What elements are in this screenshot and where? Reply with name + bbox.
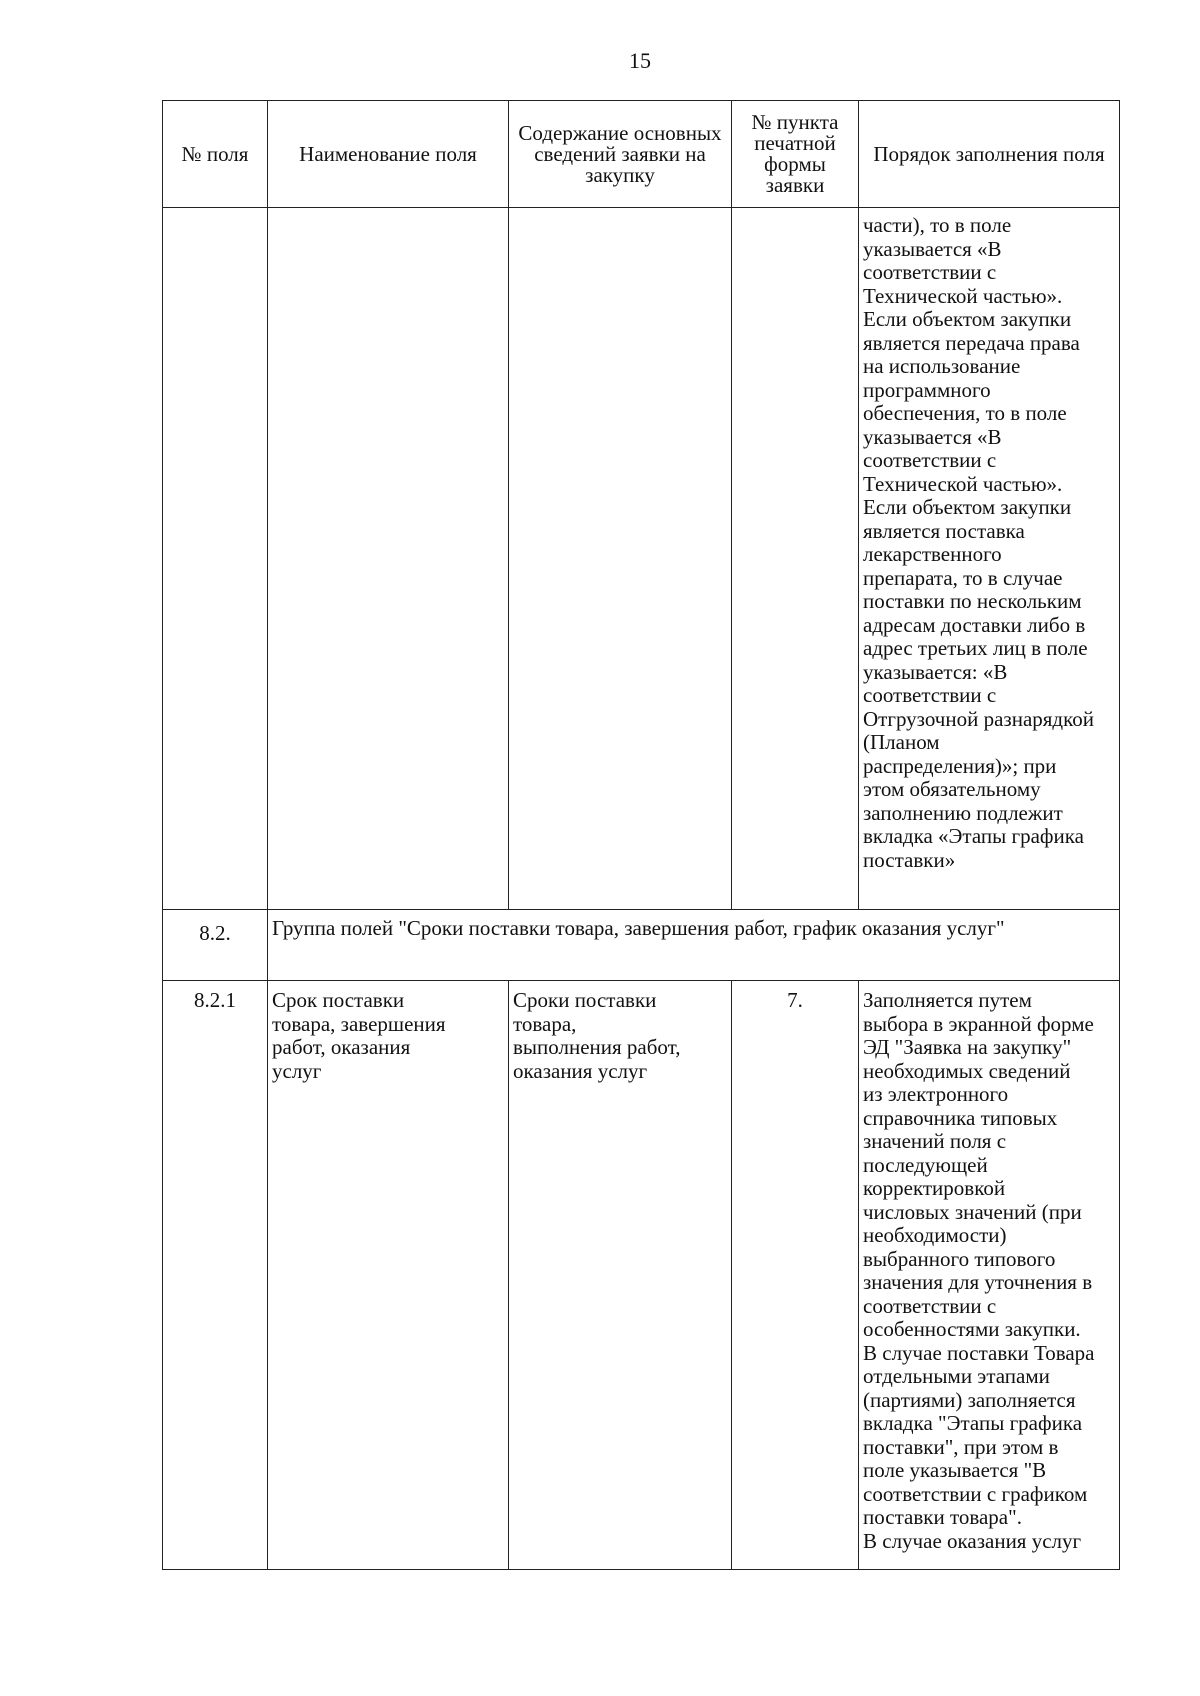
- empty-cell: [732, 208, 859, 910]
- header-procedure: Порядок заполнения поля: [859, 101, 1120, 208]
- table-row-group: [163, 910, 1120, 981]
- group-number: 8.2.: [163, 910, 268, 981]
- table-header-row: [163, 101, 1120, 208]
- table-row: [163, 981, 1120, 1570]
- empty-cell: [163, 208, 268, 910]
- empty-cell: [268, 208, 509, 910]
- field-print-item: 7.: [732, 981, 859, 1570]
- group-title: Группа полей "Сроки поставки товара, завершения работ, график оказания услуг": [268, 910, 1120, 981]
- field-number: 8.2.1: [163, 981, 268, 1570]
- empty-cell: [509, 208, 732, 910]
- procedure-cell: части), то в поле указывается «В соответствии с Технической частью». Если объектом закупки является передача права на использование программного обеспечения, то в поле указывается «В соответствии с Технической частью». Если объектом закупки является поставка лекарственного препарата, то в случае поставки по нескольким адресам доставки либо в адрес третьих лиц в поле указывается: «В соответствии с Отгрузочной разнарядкой (Планом распределения)»; при этом обязательному заполнению подлежит вкладка «Этапы графика поставки»: [859, 208, 1120, 910]
- header-print-item: № пункта печатной формы заявки: [732, 101, 859, 208]
- field-name: Срок поставки товара, завершения работ, оказания услуг: [268, 981, 509, 1570]
- header-content: Содержание основных сведений заявки на закупку: [509, 101, 732, 208]
- header-field-number: № поля: [163, 101, 268, 208]
- header-field-name: Наименование поля: [268, 101, 509, 208]
- field-procedure: Заполняется путем выбора в экранной форме ЭД "Заявка на закупку" необходимых сведений из электронного справочника типовых значений поля с последующей корректировкой числовых значений (при необходимости) выбранного типового значения для уточнения в соответствии с особенностями закупки. В случае поставки Товара отдельными этапами (партиями) заполняется вкладка "Этапы графика поставки", при этом в поле указывается "В соответствии с графиком поставки товара". В случае оказания услуг: [859, 981, 1120, 1570]
- page-number: 15: [629, 48, 651, 73]
- fields-table: [162, 100, 1120, 1570]
- table-row: [163, 208, 1120, 910]
- field-content: Сроки поставки товара, выполнения работ, оказания услуг: [509, 981, 732, 1570]
